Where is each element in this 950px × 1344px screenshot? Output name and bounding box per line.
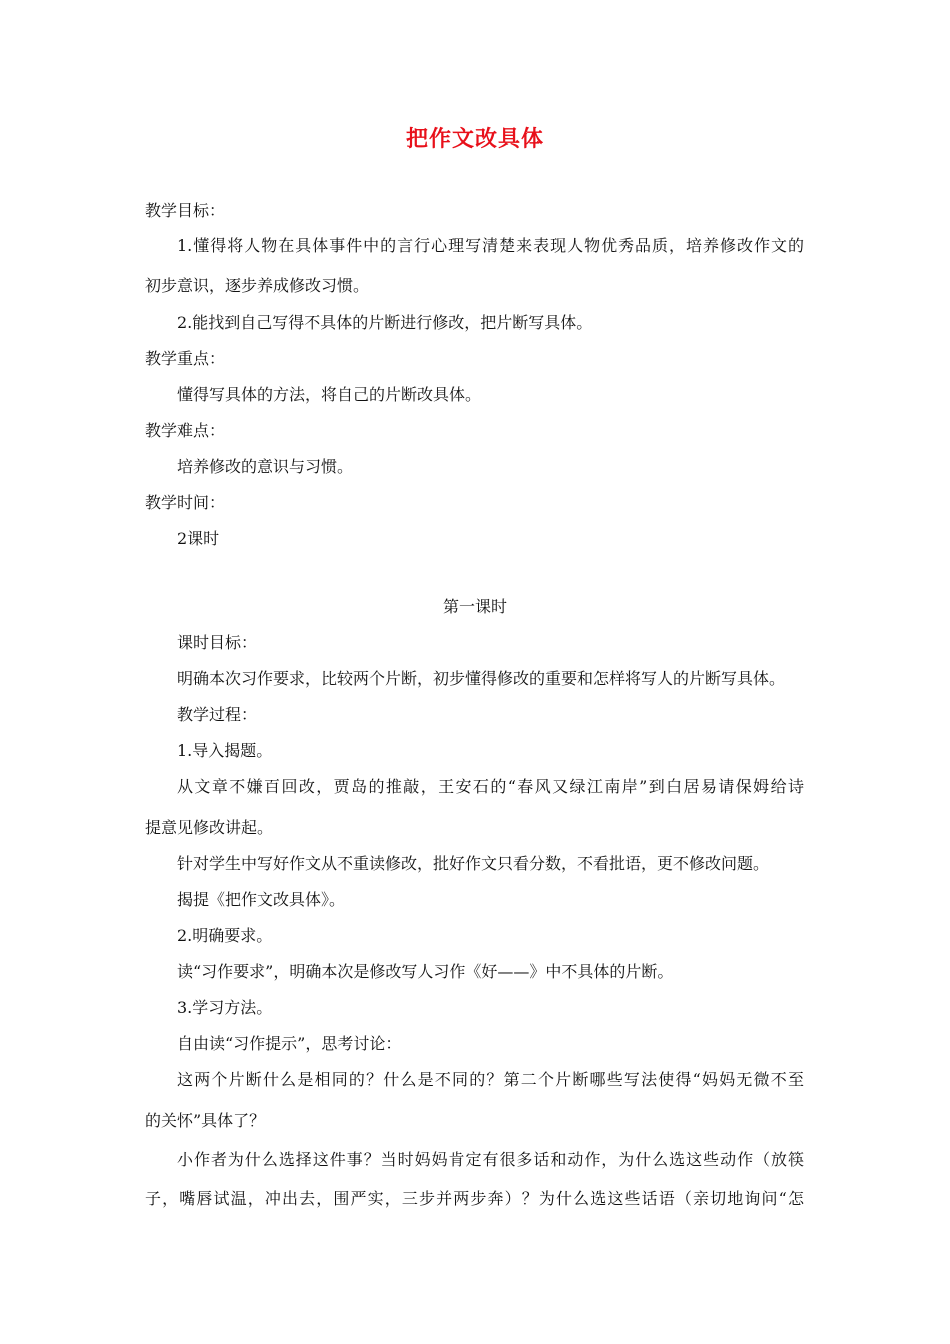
lesson-1-heading: 第一课时 — [442, 597, 507, 616]
objective-item-1-line-2: 初步意识，逐步养成修改习惯。 — [145, 276, 370, 295]
step-1-paragraph-1-line-1: 从文章不嫌百回改，贾岛的推敲，王安石的“春风又绿江南岸”到白居易请保姆给诗 — [177, 777, 804, 796]
objective-item-1-line-1: 1.懂得将人物在具体事件中的言行心理写清楚来表现人物优秀品质，培养修改作文的 — [177, 236, 804, 255]
step-1-heading: 1.导入揭题。 — [177, 741, 273, 760]
process-heading: 教学过程： — [177, 705, 258, 724]
difficulties-heading: 教学难点： — [145, 421, 226, 440]
key-points-text: 懂得写具体的方法，将自己的片断改具体。 — [177, 385, 482, 404]
lesson-goal-heading: 课时目标： — [177, 633, 258, 652]
step-1-paragraph-1-line-2: 提意见修改讲起。 — [145, 818, 274, 837]
objectives-heading: 教学目标： — [145, 201, 226, 220]
time-heading: 教学时间： — [145, 493, 226, 512]
document-title: 把作文改具体 — [405, 126, 544, 152]
time-text: 2课时 — [177, 529, 220, 548]
step-2-text: 读“习作要求”，明确本次是修改写人习作《好——》中不具体的片断。 — [177, 962, 674, 981]
step-3-heading: 3.学习方法。 — [177, 998, 273, 1017]
step-1-paragraph-3: 揭提《把作文改具体》。 — [177, 890, 346, 909]
step-3-paragraph-3-line-1: 小作者为什么选择这件事？当时妈妈肯定有很多话和动作，为什么选这些动作（放筷 — [177, 1150, 804, 1169]
difficulties-text: 培养修改的意识与习惯。 — [177, 457, 354, 476]
step-3-paragraph-2-line-2: 的关怀”具体了？ — [145, 1111, 266, 1130]
step-1-paragraph-2: 针对学生中写好作文从不重读修改，批好作文只看分数，不看批语，更不修改问题。 — [177, 854, 770, 873]
step-2-heading: 2.明确要求。 — [177, 926, 273, 945]
objective-item-2: 2.能找到自己写得不具体的片断进行修改，把片断写具体。 — [177, 313, 593, 332]
step-3-paragraph-3-line-2: 子，嘴唇试温，冲出去，围严实，三步并两步奔）？为什么选这些话语（亲切地询问“怎 — [145, 1189, 804, 1208]
step-3-paragraph-2-line-1: 这两个片断什么是相同的？什么是不同的？第二个片断哪些写法使得“妈妈无微不至 — [177, 1070, 804, 1089]
key-points-heading: 教学重点： — [145, 349, 226, 368]
lesson-goal-text: 明确本次习作要求，比较两个片断，初步懂得修改的重要和怎样将写人的片断写具体。 — [177, 669, 786, 688]
step-3-paragraph-1: 自由读“习作提示”，思考讨论： — [177, 1034, 402, 1053]
